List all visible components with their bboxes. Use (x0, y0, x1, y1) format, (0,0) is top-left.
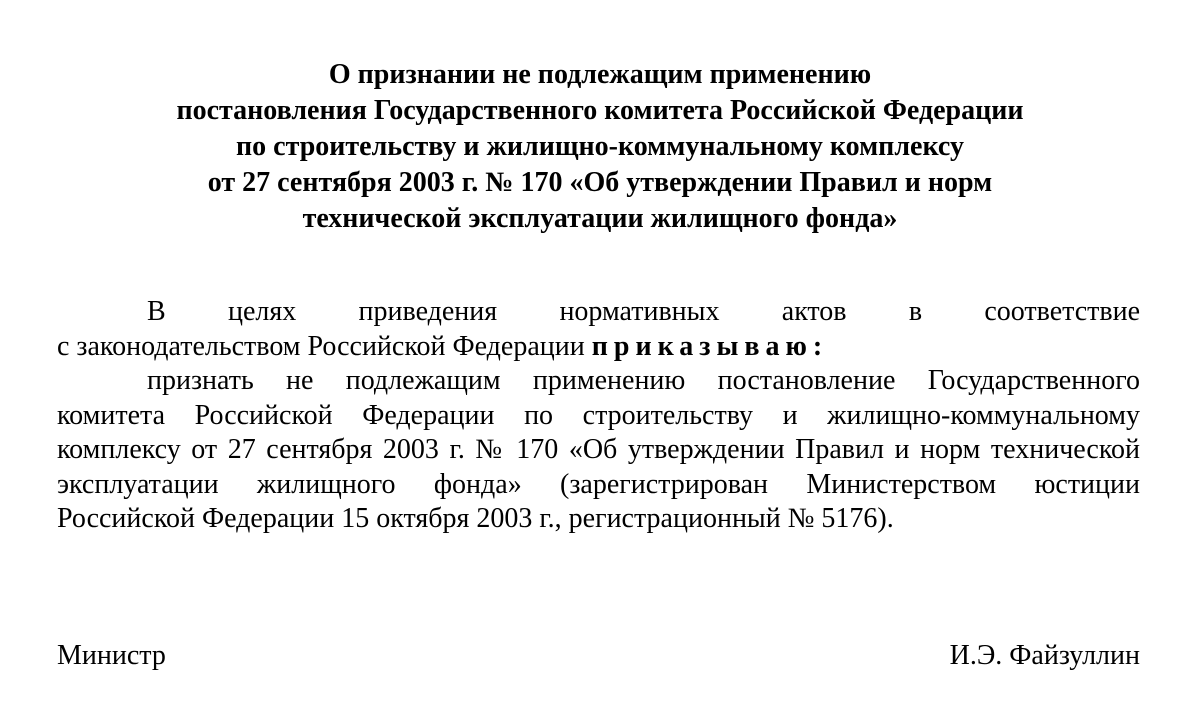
order-line: комплексу от 27 сентября 2003 г. № 170 «Об утверждении Правил и норм технической (57, 434, 1140, 465)
signature-position: Министр (57, 640, 166, 671)
title-line: по строительству и жилищно-коммунальному комплексу (236, 131, 964, 162)
order-line: эксплуатации жилищного фонда» (зарегистрирован Министерством юстиции (57, 468, 1140, 500)
preamble-paragraph (57, 295, 1140, 364)
document-body (57, 295, 1140, 537)
order-line: признать не подлежащим применению постановление Государственного (147, 365, 1140, 396)
order-paragraph (57, 364, 1140, 537)
order-line: комитета Российской Федерации по строительству и жилищно-коммунальному (57, 399, 1140, 431)
signature-block (57, 639, 1140, 673)
title-line: постановления Государственного комитета Российской Федерации (176, 95, 1024, 126)
signature-name: И.Э. Файзуллин (949, 640, 1140, 671)
preamble-line (57, 330, 1140, 365)
preamble-line: В целях приведения нормативных актов в соответствие (147, 296, 1140, 327)
order-word: приказываю: (591, 330, 829, 362)
document-title (60, 57, 1140, 237)
title-line: технической эксплуатации жилищного фонда» (302, 203, 898, 234)
title-line: О признании не подлежащим применению (328, 59, 872, 90)
order-line: Российской Федерации 15 октября 2003 г., регистрационный № 5176). (57, 503, 894, 534)
preamble-text: с законодательством Российской Федерации (57, 330, 585, 362)
title-line: от 27 сентября 2003 г. № 170 «Об утверждении Правил и норм (207, 167, 993, 198)
